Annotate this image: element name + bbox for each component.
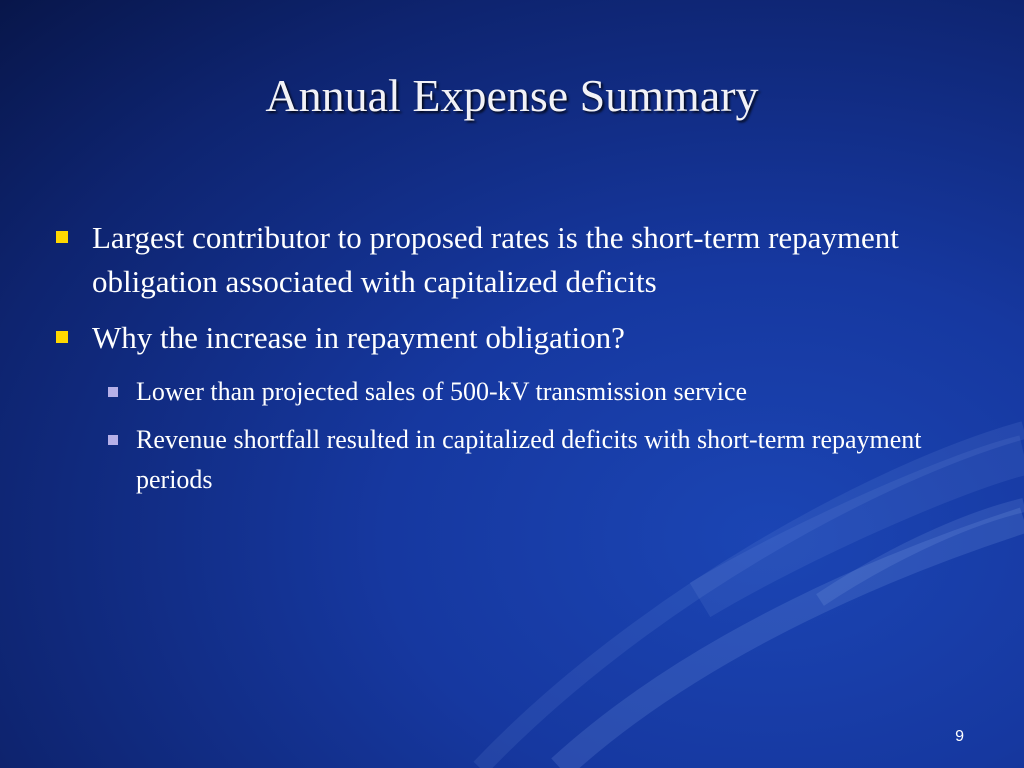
sub-bullet-item (52, 372, 972, 412)
bullet-list (52, 216, 972, 508)
sub-bullet-item (52, 420, 972, 500)
sub-bullet-text: Revenue shortfall resulted in capitalized deficits with short-term repayment periods (136, 425, 922, 494)
slide-title: Annual Expense Summary (265, 70, 759, 121)
bullet-item (52, 216, 972, 304)
yellow-square-bullet-icon (56, 331, 68, 343)
bullet-text: Why the increase in repayment obligation? (92, 320, 625, 355)
bullet-item (52, 316, 972, 360)
sub-bullet-text: Lower than projected sales of 500-kV transmission service (136, 377, 748, 406)
bullet-text: Largest contributor to proposed rates is the short-term repayment obligation associated with capitalized deficits (92, 220, 899, 299)
lavender-square-bullet-icon (108, 387, 118, 397)
yellow-square-bullet-icon (56, 231, 68, 243)
slide-page-number: 9 (955, 728, 964, 745)
lavender-square-bullet-icon (108, 435, 118, 445)
